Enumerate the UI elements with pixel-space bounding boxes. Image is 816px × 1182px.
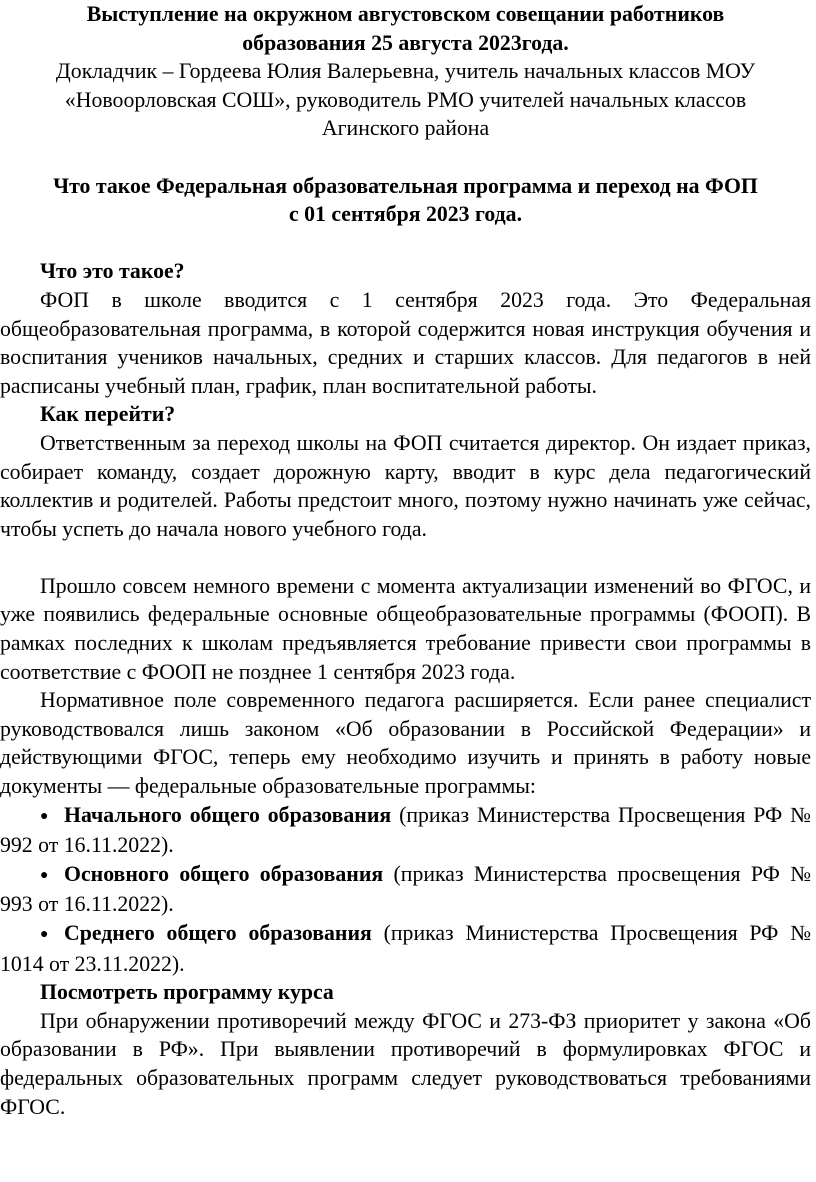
list-item xyxy=(0,860,811,919)
topic-title-line-1: Что такое Федеральная образовательная программа и переход на ФОП xyxy=(53,173,758,198)
program-name: Основного общего образования xyxy=(64,861,384,886)
what-is-it-paragraph: ФОП в школе вводится с 1 сентября 2023 года. Это Федеральная общеобразовательная программа, в которой содержится новая инструкция обучения и воспитания учеников начальных, средних и старших классов. Для педагогов в ней расписаны учебный план, график, план воспитательной работы. xyxy=(0,287,811,398)
fgos-paragraph: Прошло совсем немного времени с момента актуализации изменений во ФГОС, и уже появились федеральные основные общеобразовательные программы (ФООП). В рамках последних к школам предъявляется требование привести свои программы в соответствие с ФООП не позднее 1 сентября 2023 года. xyxy=(0,573,811,684)
bullet-icon: ● xyxy=(40,867,49,883)
speaker-line-2: «Новоорловская СОШ», руководитель РМО учителей начальных классов xyxy=(64,87,747,112)
bullet-icon: ● xyxy=(40,808,49,824)
speaker-line-1: Докладчик – Гордеева Юлия Валерьевна, учитель начальных классов МОУ xyxy=(55,59,756,84)
blank-line xyxy=(0,229,811,258)
how-to-transition-heading: Как перейти? xyxy=(40,402,176,427)
topic-title-line-2: с 01 сентября 2023 года. xyxy=(288,202,523,227)
program-order: (приказ Министерства просвещения РФ № 993 от 16.11.2022). xyxy=(0,861,812,917)
program-documents-list xyxy=(0,801,811,979)
normative-field-paragraph: Нормативное поле современного педагога расширяется. Если ранее специалист руководствовался лишь законом «Об образовании в Российской Федерации» и действующими ФГОС, теперь ему необходимо изучить и принять в работу новые документы — федеральные образовательные программы: xyxy=(0,688,811,799)
blank-line xyxy=(0,143,811,172)
program-name: Начального общего образования xyxy=(64,802,392,827)
conflict-priority-paragraph: При обнаружении противоречий между ФГОС и 273-ФЗ приоритет у закона «Об образовании в РФ». При выявлении противоречий в формулировках ФГОС и федеральных образовательных программ следует руководствоваться требованиями ФГОС. xyxy=(0,1008,811,1119)
bullet-icon: ● xyxy=(40,927,49,942)
document-title-line-1: Выступление на окружном августовском совещании работников xyxy=(86,2,725,26)
blank-line xyxy=(0,543,811,572)
how-to-transition-paragraph: Ответственным за переход школы на ФОП считается директор. Он издает приказ, собирает команду, создает дорожную карту, вводит в курс дела педагогический коллектив и родителей. Работы предстоит много, поэтому нужно начинать уже сейчас, чтобы успеть до начала нового учебного года. xyxy=(0,430,811,541)
what-is-it-heading: Что это такое? xyxy=(40,259,185,284)
list-item xyxy=(0,801,811,860)
program-order: (приказ Министерства Просвещения РФ № 1014 от 23.11.2022). xyxy=(0,921,811,976)
view-course-program-link[interactable]: Посмотреть программу курса xyxy=(40,980,334,1005)
list-item xyxy=(0,919,811,978)
document-title-line-2: образования 25 августа 2023года. xyxy=(242,30,569,55)
speaker-line-3: Агинского района xyxy=(321,116,490,141)
program-order: (приказ Министерства Просвещения РФ № 992 от 16.11.2022). xyxy=(0,802,811,858)
program-name: Среднего общего образования xyxy=(64,921,372,945)
